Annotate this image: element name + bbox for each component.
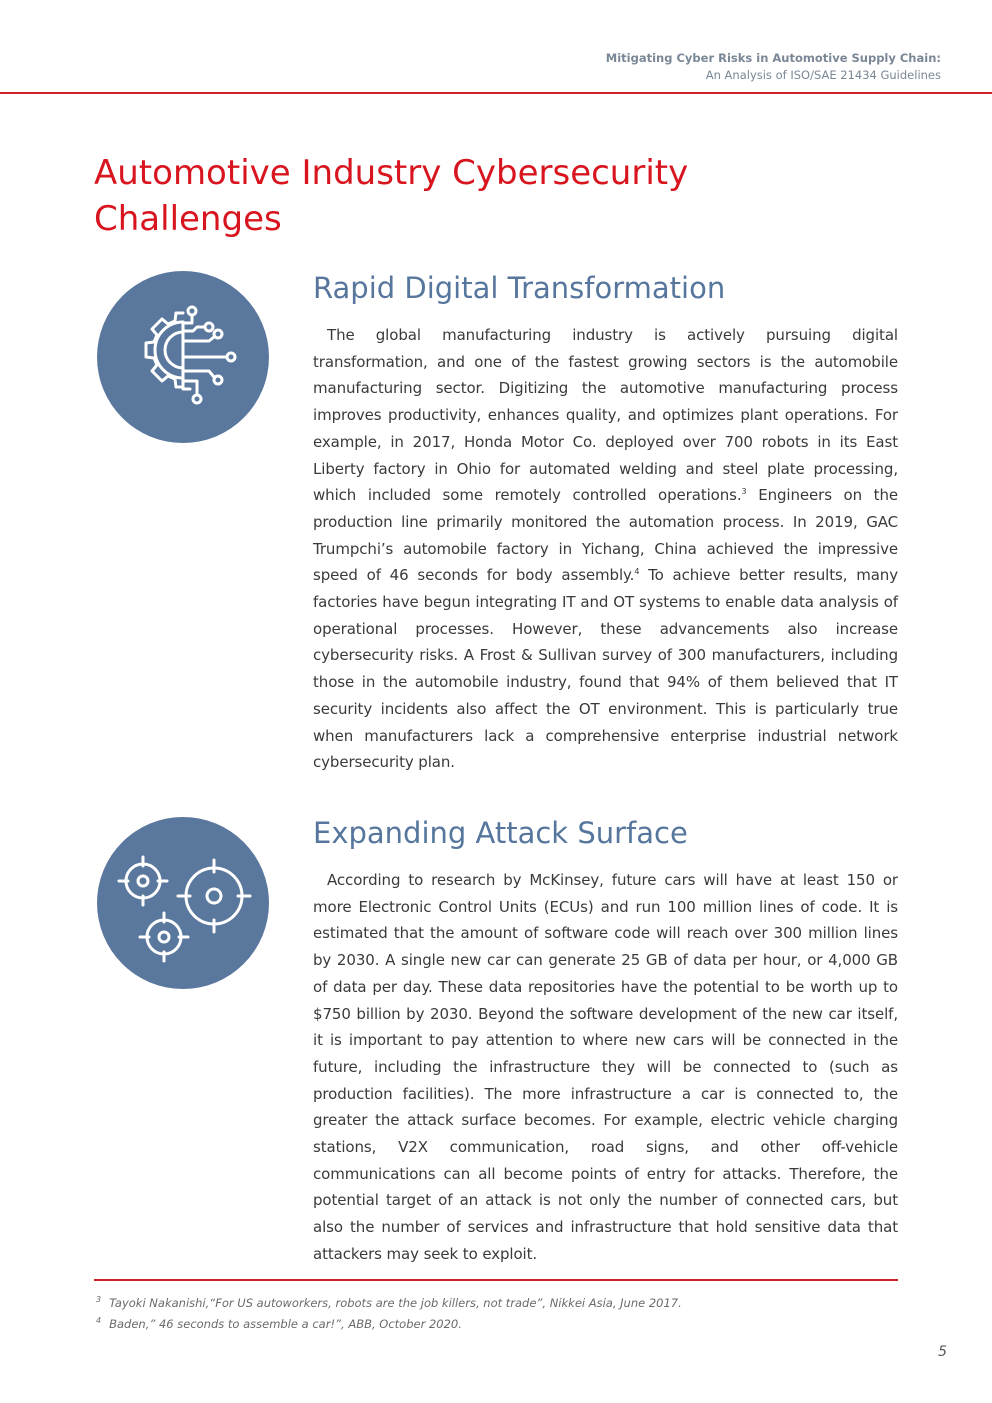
section-body-attack-surface: According to research by McKinsey, future cars will have at least 150 or more Electronic Control Units (ECUs) and run 100 million lines of code. It is estimated that the amount of software code will reach over 300 million lines by 2030. A single new car can generate 25 GB of data per hour, or 4,000 GB of data per day. These data repositories have the potential to be worth up to $750 billion by 2030. Beyond the software development of the new car itself, it is important to pay attention to where new cars will be connected in the future, including the infrastructure they will be connected to (such as production facilities). The more infrastructure a car is connected to, the greater the attack surface becomes. For example, electric vehicle charging stations, V2X communication, road signs, and other off-vehicle communications can all become points of entry for attacks. Therefore, the potential target of an attack is not only the number of connected cars, but also the number of services and infrastructure that hold sensitive data that attackers may seek to exploit.	[313, 871, 898, 1263]
target-crosshairs-icon	[97, 817, 269, 989]
section-title-digital-transformation: Rapid Digital Transformation	[313, 271, 726, 305]
section-body-digital-transformation: The global manufacturing industry is actively pursuing digital transformation, and one of the fastest growing sectors is the automobile manufacturing sector. Digitizing the automotive manufacturing process improves productivity, enhances quality, and optimizes plant operations. For example, in 2017, Honda Motor Co. deployed over 700 robots in its East Liberty factory in Ohio for automated welding and steel plate processing, which included some remotely controlled operations.$^3$ Engineers on the production line primarily monitored the automation process. In 2019, GAC Trumpchi’s automobile factory in Yichang, China achieved the impressive speed of 46 seconds for body assembly.$^4$ To achieve better results, many factories have begun integrating IT and OT systems to enable data analysis of operational processes. However, these advancements also increase cybersecurity risks. A Frost & Sullivan survey of 300 manufacturers, including those in the automobile industry, found that 94% of them believed that IT security incidents also affect the OT environment. This is particularly true when manufacturers lack a comprehensive enterprise industrial network cybersecurity plan.	[313, 326, 898, 772]
footnote-4: $^4$ Baden,” 46 seconds to assemble a car!”, ABB, October 2020.	[96, 1315, 462, 1331]
running-header	[606, 50, 941, 84]
footnote-3: $^3$ Tayoki Nakanishi,“For US autoworkers, robots are the job killers, not trade”, Nikkei Asia, June 2017.	[96, 1295, 682, 1310]
header-title: Mitigating Cyber Risks in Automotive Supply Chain:	[605, 51, 941, 65]
header-divider	[0, 92, 992, 94]
gear-circuit-icon	[97, 271, 269, 443]
page-number: 5	[938, 1344, 947, 1360]
footnote-divider	[94, 1279, 898, 1281]
footnote-ref-4[interactable]: 4	[634, 567, 640, 577]
page-title: Automotive Industry Cybersecurity Challenges	[94, 153, 689, 239]
footnotes	[96, 1291, 682, 1333]
footnote-ref-3[interactable]: 3	[741, 487, 747, 497]
section-title-attack-surface: Expanding Attack Surface	[313, 816, 688, 850]
header-subtitle: An Analysis of ISO/SAE 21434 Guidelines	[705, 68, 941, 82]
